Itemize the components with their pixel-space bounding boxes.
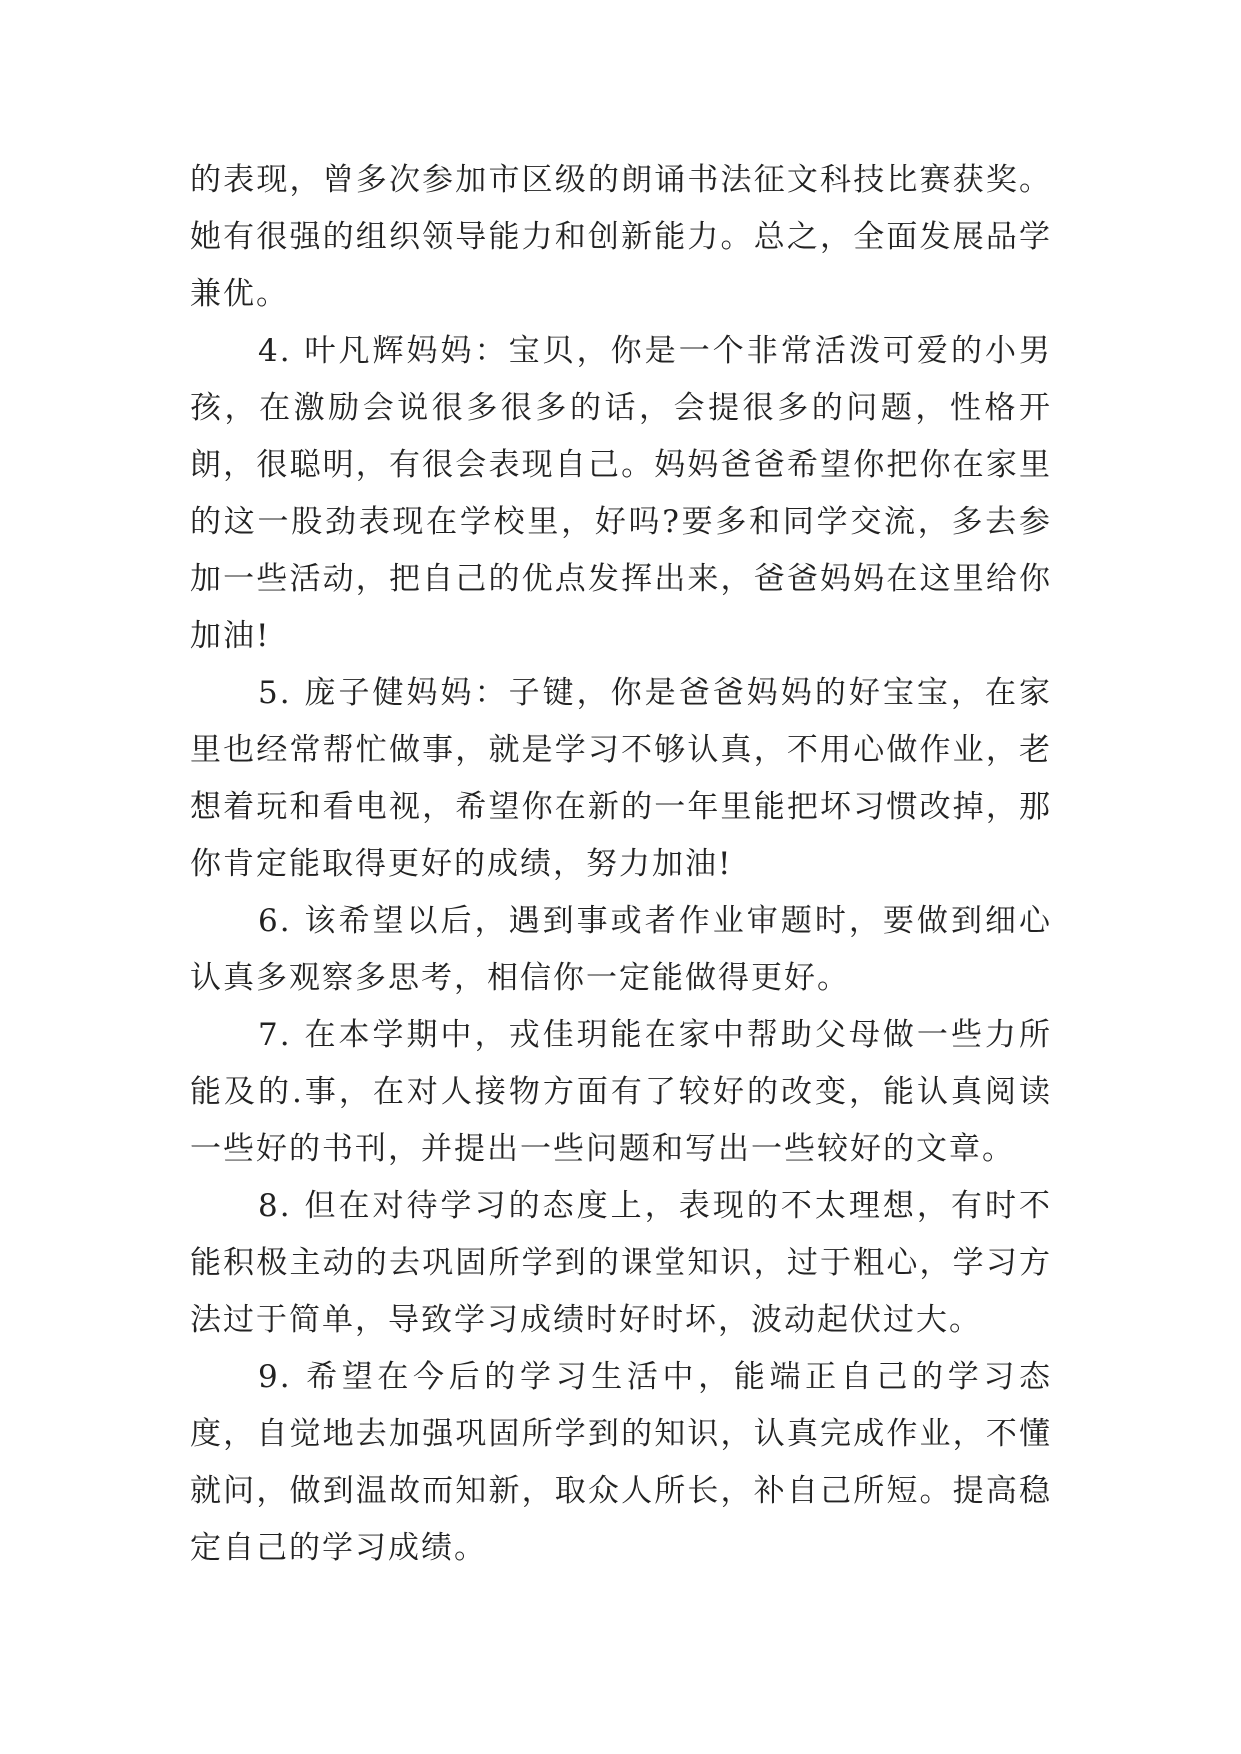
paragraph-item-4: 4. 叶凡辉妈妈：宝贝，你是一个非常活泼可爱的小男孩，在激励会说很多很多的话，会提很多的问题，性格开朗，很聪明，有很会表现自己。妈妈爸爸希望你把你在家里的这一股劲表现在学校里，好吗?要多和同学交流，多去参加一些活动，把自己的优点发挥出来，爸爸妈妈在这里给你加油!: [190, 333, 1052, 654]
paragraph-continuation: 的表现，曾多次参加市区级的朗诵书法征文科技比赛获奖。她有很强的组织领导能力和创新能力。总之，全面发展品学兼优。: [190, 162, 1052, 312]
paragraph-item-5: 5. 庞子健妈妈：子键，你是爸爸妈妈的好宝宝，在家里也经常帮忙做事，就是学习不够认真，不用心做作业，老想着玩和看电视，希望你在新的一年里能把坏习惯改掉，那你肯定能取得更好的成绩，努力加油!: [190, 675, 1052, 882]
paragraph-item-7: 7. 在本学期中，戎佳玥能在家中帮助父母做一些力所能及的.事，在对人接物方面有了较好的改变，能认真阅读一些好的书刊，并提出一些问题和写出一些较好的文章。: [190, 1017, 1052, 1167]
paragraph-item-9: 9. 希望在今后的学习生活中，能端正自己的学习态度，自觉地去加强巩固所学到的知识，认真完成作业，不懂就问，做到温故而知新，取众人所长，补自己所短。提高稳定自己的学习成绩。: [190, 1359, 1052, 1566]
document-body: [190, 152, 1052, 1577]
paragraph-item-8: 8. 但在对待学习的态度上，表现的不太理想，有时不能积极主动的去巩固所学到的课堂知识，过于粗心，学习方法过于简单，导致学习成绩时好时坏，波动起伏过大。: [190, 1188, 1052, 1338]
paragraph-item-6: 6. 该希望以后，遇到事或者作业审题时，要做到细心认真多观察多思考，相信你一定能做得更好。: [190, 903, 1052, 996]
